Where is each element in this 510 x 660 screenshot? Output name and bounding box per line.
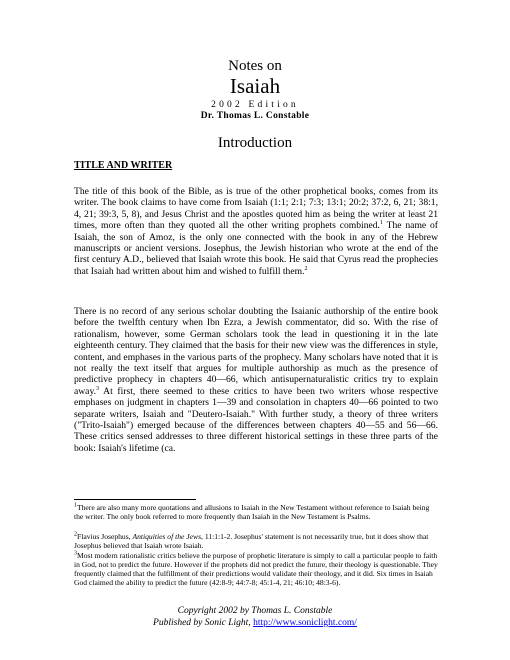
footnote-1: [74, 503, 438, 521]
publisher-line: [0, 618, 510, 628]
footnote-book-title: Antiquities of the Jews: [132, 532, 202, 541]
footnote-number: 3: [74, 550, 77, 557]
copyright-line: Copyright 2002 by Thomas L. Constable: [177, 606, 333, 616]
footnote-3: [74, 551, 438, 587]
paragraph-authorship: [74, 306, 438, 454]
paragraph-title-writer: [74, 186, 438, 277]
footnote-number: 1: [74, 502, 77, 509]
author-line: Dr. Thomas L. Constable: [200, 111, 310, 121]
edition-line: 2002 Edition: [211, 100, 299, 110]
publisher-text: Published by Sonic Light,: [153, 618, 254, 628]
book-title: Isaiah: [229, 74, 281, 98]
footnote-text: There are also many more quotations and allusions to Isaiah in the New Testament without reference to Isaiah being the writer. The only book referred to more frequently than Isaiah in the New Testament is Psalms.: [74, 503, 430, 521]
paragraph-text: At first, there seemed to these critics to have been two writers whose respective emphases on judgment in chapters 1—39 and consolation in chapters 40—66 pointed to two separate writers, Isaiah and "Deutero-Isaiah." With further study, a theory of three writers ("Trito-Isaiah") emerged because of the differences between chapters 40—55 and 56—66. These critics sensed addresses to three different historical settings in these three parts of the book: Isaiah's lifetime (ca.: [74, 385, 438, 454]
footnote-ref[interactable]: 2: [304, 265, 308, 272]
paragraph-text: The title of this book of the Bible, as is true of the other prophetical books, comes from its writer. The book claims to have come from Isaiah (1:1; 2:1; 7:3; 13:1; 20:2; 37:2, 6, 21; 38:1, 4, 21; 39:3, 5, 8), and Jesus Christ and the apostles quoted him as being the writer at least 21 times, more often than they quoted all the other writing prophets combined.: [74, 186, 438, 232]
footnote-text: Flavius Josephus,: [77, 532, 133, 541]
footnote-text: Most modern rationalistic critics believe the purpose of prophetic literature is simply to call a particular people to faith in God, not to predict the future. However if the prophets did not predict the future, their theology is questionable. They frequently claimed that the fulfillment of their predictions would validate their theology, and it did. Six times in Isaiah God claimed the ability to predict the future (42:8-9; 44:7-8; 45:1-4, 21; 46:10; 48:3-6).: [74, 551, 438, 587]
footnote-number: 2: [74, 531, 77, 538]
footnote-ref[interactable]: 3: [96, 385, 100, 392]
paragraph-text: The name of Isaiah, the son of Amoz, is the only one connected with the book in any of the Hebrew manuscripts or ancient versions. Josephus, the Jewish historian who wrote at the end of the first century A.D., believed that Isaiah wrote this book. He said that Cyrus read the prophecies that Isaiah had written about him and wished to fulfill them.: [74, 220, 438, 277]
footnote-text: , 11:1:1-2. Josephus' statement is not necessarily true, but it does show that Josephus believed that Isaiah wrote Isaiah.: [74, 532, 429, 550]
notes-on-label: Notes on: [228, 58, 282, 74]
footnote-divider: [74, 499, 196, 500]
section-heading: TITLE AND WRITER: [74, 160, 173, 171]
footnote-ref[interactable]: 1: [379, 220, 383, 227]
footnote-2: [74, 532, 438, 550]
section-title: Introduction: [217, 135, 293, 151]
paragraph-text: There is no record of any serious scholar doubting the Isaianic authorship of the entire book before the twelfth century when Ibn Ezra, a Jewish commentator, did so. With the rise of rationalism, however, some German scholars took the lead in questioning it in the late eighteenth century. They claimed that the basis for their new view was the differences in style, content, and emphases in the various parts of the prophecy. Many scholars have noted that it is not really the text itself that argues for multiple authorship as much as the presence of predictive prophecy in chapters 40—66, which antisupernaturalistic critics try to explain away.: [74, 306, 438, 397]
website-link[interactable]: http://www.soniclight.com/: [253, 618, 357, 628]
